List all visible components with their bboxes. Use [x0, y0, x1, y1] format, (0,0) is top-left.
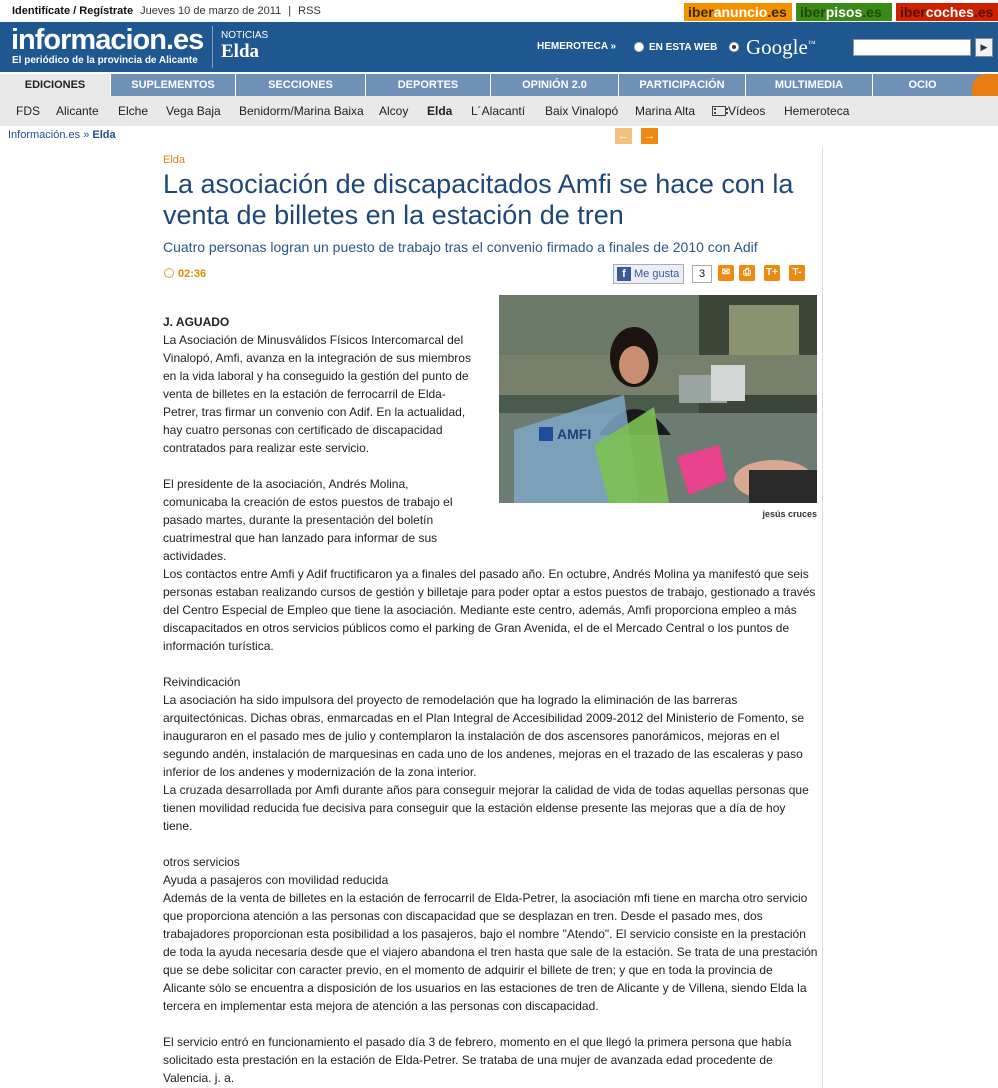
- facebook-like-button[interactable]: [613, 264, 684, 284]
- brand-main: pisos: [825, 4, 863, 20]
- video-icon: [712, 106, 726, 116]
- ibercoches-link[interactable]: [896, 3, 998, 21]
- article-subheading: Reivindicación: [163, 675, 241, 689]
- article-author: J. AGUADO: [163, 315, 230, 329]
- main-navigation: [0, 74, 998, 96]
- brand-prefix: iber: [900, 4, 926, 20]
- edition-marina-alta[interactable]: Marina Alta: [635, 104, 696, 118]
- iberpisos-link[interactable]: [796, 3, 892, 21]
- facebook-icon: f: [617, 267, 631, 281]
- svg-text:AMFI: AMFI: [557, 426, 592, 442]
- brand-main: coches: [925, 4, 974, 20]
- videos-label: Vídeos: [728, 104, 766, 118]
- brand-suffix: .es: [862, 4, 882, 20]
- section-name[interactable]: Elda: [221, 41, 260, 62]
- article-subheading: otros servicios: [163, 855, 240, 869]
- search-web-radio[interactable]: [634, 42, 644, 52]
- edition-fds[interactable]: FDS: [16, 104, 40, 118]
- photo-credit: jesús cruces: [762, 509, 817, 519]
- article-paragraph: El servicio entró en funcionamiento el pasado día 3 de febrero, momento en el que llegó la primera persona que había solicitado esta prestación en la estación de Elda-Petrer. Se trataba de una mujer de avanzada edad procedente de Valencia. j. a.: [163, 1035, 792, 1085]
- article-time: [164, 268, 206, 280]
- hemeroteca-link[interactable]: HEMEROTECA »: [537, 41, 617, 52]
- site-tagline: El periódico de la provincia de Alicante: [12, 55, 198, 66]
- nav-secciones[interactable]: SECCIONES: [235, 74, 365, 96]
- breadcrumb-home[interactable]: Información.es: [8, 129, 81, 141]
- clock-icon: [164, 268, 174, 278]
- print-icon[interactable]: ⎙: [739, 265, 755, 281]
- google-trademark: ™: [807, 39, 816, 48]
- search-web-label: EN ESTA WEB: [649, 42, 718, 53]
- login-separator: /: [73, 5, 77, 17]
- brand-main: anuncio: [713, 4, 768, 20]
- google-label: Google: [746, 35, 808, 59]
- like-count: 3: [692, 265, 712, 283]
- brand-suffix: .es: [973, 4, 994, 20]
- site-header: [0, 22, 998, 72]
- site-logo[interactable]: [11, 25, 203, 55]
- login-link[interactable]: Identifícate: [12, 5, 71, 17]
- article-subtitle: Cuatro personas logran un puesto de trabajo tras el convenio firmado a finales de 2010 con Adif: [163, 239, 758, 255]
- brand-prefix: iber: [688, 4, 714, 20]
- article-paragraph: La cruzada desarrollada por Amfi durante años para conseguir mejorar la calidad de vida de todas aquellas personas que tienen movilidad reducida fue decisiva para conseguir que la estación eldense presente las mejoras que a día de hoy tiene.: [163, 783, 809, 833]
- font-increase-icon[interactable]: T+: [764, 265, 780, 281]
- nav-participacion[interactable]: PARTICIPACIÓN: [618, 74, 745, 96]
- article-section[interactable]: Elda: [163, 154, 186, 166]
- search-google-radio[interactable]: [729, 42, 739, 52]
- user-links: [12, 5, 321, 17]
- edition-vega-baja[interactable]: Vega Baja: [166, 104, 221, 118]
- article-paragraph: La asociación ha sido impulsora del proyecto de remodelación que ha logrado la eliminación de las barreras arquitectónicas. Dichas obras, enmarcadas en el Plan Integral de Accesibilidad 2009-2012 del Ministerio de Fomento, se inauguraron en el pasado mes de julio y contemplaron la instalación de dos ascensores panorámicos, mejoras en el segundo andén, instalación de marquesinas en cada uno de los andenes, mejoras en el trazado de las escaleras y paso inferior de los andenes y modernización de la zona interior.: [163, 693, 805, 779]
- edition-alicante[interactable]: Alicante: [56, 104, 99, 118]
- editions-navigation: [0, 96, 998, 126]
- nav-ediciones[interactable]: EDICIONES: [0, 74, 110, 96]
- section-label: [212, 26, 268, 68]
- date-separator: |: [288, 5, 292, 17]
- nav-ocio[interactable]: OCIO: [872, 74, 972, 96]
- edition-alacanti[interactable]: L´Alacantí: [471, 104, 526, 118]
- section-kicker: NOTICIAS: [221, 30, 269, 41]
- logo-suffix: .es: [165, 24, 204, 56]
- search-submit-button[interactable]: ▶: [975, 38, 993, 57]
- photo-scene: [499, 295, 817, 503]
- nav-deportes[interactable]: DEPORTES: [365, 74, 490, 96]
- font-decrease-icon[interactable]: T-: [789, 265, 805, 281]
- edition-baix-vinalopo[interactable]: Baix Vinalopó: [545, 104, 619, 118]
- breadcrumb-separator: »: [83, 129, 90, 141]
- current-date: Jueves 10 de marzo de 2011: [140, 5, 282, 17]
- nav-multimedia[interactable]: MULTIMEDIA: [745, 74, 872, 96]
- article-paragraph: Además de la venta de billetes en la estación de ferrocarril de Elda-Petrer, la asociación mfi tiene en marcha otro servicio que proporciona atención a las personas con discapacidad que se desplazan en tren. Desde el pasado mes, dos trabajadores proporcionan esta posibilidad a los pasajeros, bajo el nombre "Atendo". El servicio consiste en la prestación de toda la ayuda necesaria desde que el viajero abandona el tren hasta que sale de la estación. Se trata de una prestación que se debe solicitar con caracter previo, en el momento de adquirir el billete de tren; y que en toda la provincia de Alicante sólo se encuentra a disposición de los usuarios en las estaciones de tren de Alicante y de Villena, siendo Elda la tercera en implementar esta mejora de atención a las personas con discapacidad.: [163, 891, 818, 1013]
- nav-suplementos[interactable]: SUPLEMENTOS: [110, 74, 235, 96]
- nav-opinion[interactable]: OPINIÓN 2.0: [490, 74, 618, 96]
- edition-hemeroteca[interactable]: Hemeroteca: [784, 104, 850, 118]
- brand-suffix: .es: [767, 4, 787, 20]
- brand-prefix: iber: [800, 4, 826, 20]
- like-label: Me gusta: [634, 268, 680, 280]
- next-arrow-icon[interactable]: →: [641, 128, 658, 144]
- iberanuncio-link[interactable]: [684, 3, 792, 21]
- email-icon[interactable]: ✉: [718, 265, 734, 281]
- google-logo: [746, 35, 816, 60]
- breadcrumb: [8, 129, 116, 141]
- column-divider: [822, 148, 823, 1088]
- article-paragraph: El presidente de la asociación, Andrés Molina, comunicaba la creación de estos puestos de trabajo el pasado martes, durante la presentación del boletín cuatrimestral que han lanzado para informar de sus actividades.: [163, 477, 453, 563]
- article-title: La asociación de discapacitados Amfi se hace con la venta de billetes en la estación de tren: [163, 169, 794, 230]
- article-subheading: Ayuda a pasajeros con movilidad reducida: [163, 873, 389, 887]
- article-time-value: 02:36: [178, 268, 207, 280]
- previous-arrow-icon[interactable]: ←: [615, 128, 632, 144]
- edition-videos[interactable]: [712, 104, 765, 118]
- nav-end-tab: [972, 74, 998, 96]
- breadcrumb-current[interactable]: Elda: [92, 129, 116, 141]
- top-bar: [0, 0, 998, 22]
- article-paragraph: La Asociación de Minusválidos Físicos Intercomarcal del Vinalopó, Amfi, avanza en la integración de sus miembros en la vida laboral y ha conseguido la gestión del punto de venta de billetes en la estación de ferrocarril de Elda-Petrer, tras firmar un convenio con Adif. En la actualidad, hay cuatro personas con certificado de discapacidad contratados para realizar este servicio.: [163, 333, 471, 455]
- article-paragraph: Los contactos entre Amfi y Adif fructificaron ya a finales del pasado año. En octubre, Andrés Molina ya manifestó que seis personas estaban realizando cursos de gestión y billetaje para poder optar a estos puestos de trabajo, gestionado a través del Centro Especial de Empleo que tiene la asociación. Mediante este centro, además, Amfi proporciona empleo a más discapacitados en otros servicios públicos como el parking de Gran Avenida, el de el Mercado Central o los puntos de información turística.: [163, 567, 816, 653]
- edition-elche[interactable]: Elche: [118, 104, 149, 118]
- edition-alcoy[interactable]: Alcoy: [379, 104, 409, 118]
- logo-main: informacion: [11, 24, 166, 56]
- edition-benidorm[interactable]: Benidorm/Marina Baixa: [239, 104, 364, 118]
- edition-elda[interactable]: Elda: [427, 104, 453, 118]
- register-link[interactable]: Regístrate: [79, 5, 134, 17]
- search-input[interactable]: [853, 39, 971, 56]
- article-photo[interactable]: [499, 295, 817, 503]
- rss-link[interactable]: RSS: [298, 5, 321, 17]
